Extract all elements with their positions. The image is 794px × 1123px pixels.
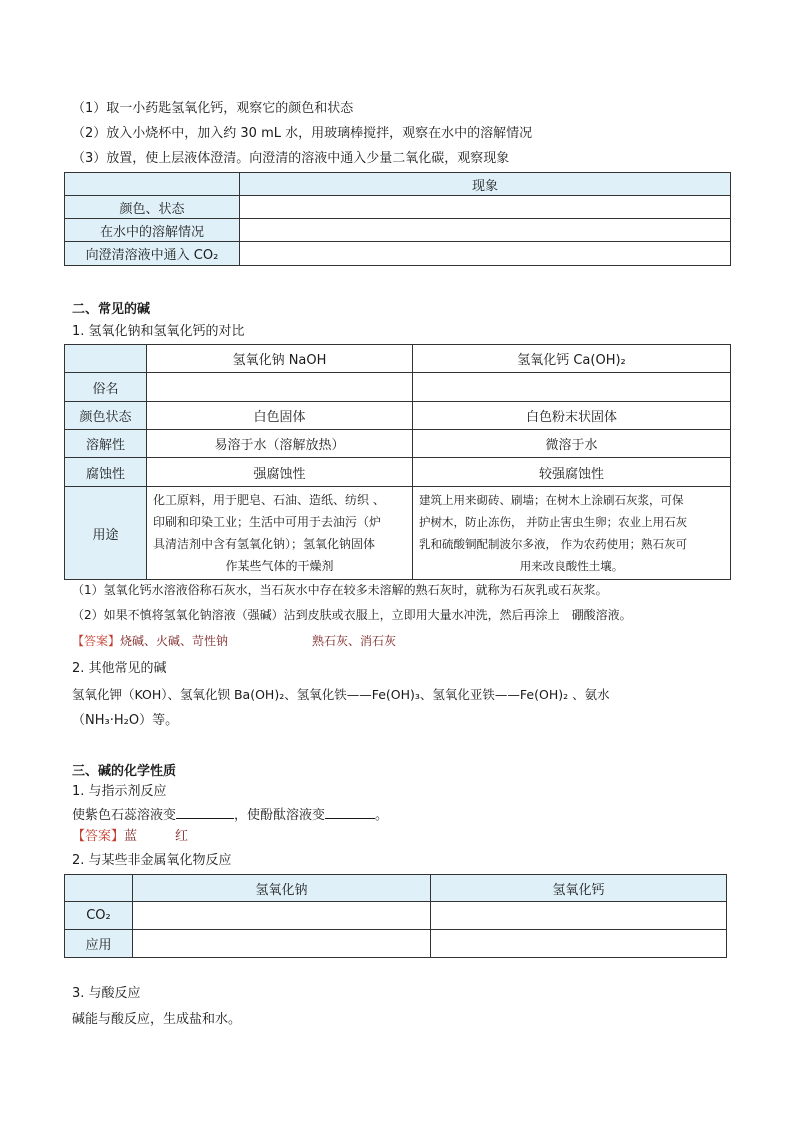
answer-phenolphthalein-color: 红 [175,829,189,844]
caoh-use-line: 护树木，防止冻伤， 并防止害虫生卵；农业上用石灰 [419,515,688,529]
observation-row-label: 颜色、状态 [65,196,240,219]
section-3-sub3: 3. 与酸反应 [72,986,141,1001]
observation-row-label: 在水中的溶解情况 [65,219,240,242]
oxide-header-blank [65,875,133,902]
observation-answer-cell[interactable] [240,219,731,242]
observation-answer-cell[interactable] [240,242,731,266]
compare-header-blank [65,345,147,373]
naoh-common-name-cell[interactable] [147,373,413,402]
naoh-application-cell[interactable] [133,930,431,958]
step-2: （2）放入小烧杯中，加入约 30 mL 水，用玻璃棒搅拌，观察在水中的溶解情况 [72,126,533,141]
oxide-header-naoh: 氢氧化钠 [133,875,431,902]
note-2: （2）如果不慎将氢氧化钠溶液（强碱）沾到皮肤或衣服上，立即用大量水冲洗，然后再涂上 硼酸溶液。 [72,608,632,622]
indicator-blank-2[interactable] [325,806,375,819]
section-2-sub2: 2. 其他常见的碱 [72,661,167,676]
answer-caoh-names: 熟石灰、消石灰 [312,634,397,648]
caoh-application-cell[interactable] [431,930,727,958]
caoh-use-line: 用来改良酸性土壤。 [519,559,624,573]
other-bases-line-1: 氢氧化钾（KOH）、氢氧化钡 Ba(OH)₂、氢氧化铁——Fe(OH)₃、氢氧化亚铁——Fe(OH)₂ 、氨水 [72,687,610,702]
observation-table [64,172,731,266]
naoh-use-line: 作某些气体的干燥剂 [225,559,334,573]
compare-row-label: 用途 [65,487,147,580]
caoh-co2-cell[interactable] [431,902,727,930]
naoh-corrosiveness: 强腐蚀性 [147,458,413,487]
note-1: （1）氢氧化钙水溶液俗称石灰水，当石灰水中存在较多未溶解的熟石灰时，就称为石灰乳或石灰浆。 [72,583,608,597]
compare-header-caoh: 氢氧化钙 Ca(OH)₂ [413,345,731,373]
naoh-use-line: 化工原料，用于肥皂、石油、造纸、纺织 、 [153,493,385,507]
step-1: （1）取一小药匙氢氧化钙，观察它的颜色和状态 [72,101,354,116]
compare-row-label: 颜色状态 [65,402,147,430]
indicator-text-b: ，使酚酞溶液变 [234,808,326,823]
oxide-header-caoh: 氢氧化钙 [431,875,727,902]
indicator-sentence [72,806,388,825]
compare-row-label: 溶解性 [65,430,147,458]
observation-header-phenomenon: 现象 [240,173,731,196]
caoh-color-state: 白色粉末状固体 [413,402,731,430]
observation-header-blank [65,173,240,196]
caoh-use-line: 乳和硫酸铜配制波尔多液， 作为农药使用；熟石灰可 [419,537,688,551]
compare-header-naoh: 氢氧化钠 NaOH [147,345,413,373]
section-3-sub2: 2. 与某些非金属氧化物反应 [72,853,232,868]
answer-tag: 【答案】 [72,829,125,844]
acid-reaction-line: 碱能与酸反应，生成盐和水。 [72,1012,242,1027]
compare-table [64,344,731,580]
section-2-title: 二、常见的碱 [72,302,151,317]
other-bases-line-2: （NH₃·H₂O）等。 [72,713,179,728]
indicator-blank-1[interactable] [176,806,234,819]
section-2-sub1: 1. 氢氧化钠和氢氧化钙的对比 [72,324,245,339]
compare-row-label: 腐蚀性 [65,458,147,487]
naoh-solubility: 易溶于水（溶解放热） [147,430,413,458]
answer-naoh-names: 烧碱、火碱、苛性钠 [120,634,229,648]
caoh-uses [413,487,731,580]
step-3: （3）放置，使上层液体澄清。向澄清的溶液中通入少量二氧化碳，观察现象 [72,151,510,166]
observation-row-label: 向澄清溶液中通入 CO₂ [65,242,240,266]
section-3-title: 三、碱的化学性质 [72,764,177,779]
oxide-table [64,874,727,958]
answer-2 [72,828,189,846]
naoh-use-line: 具清洁剂中含有氢氧化钠）；氢氧化钠固体 [153,537,376,551]
answer-litmus-color: 蓝 [124,829,138,844]
caoh-corrosiveness: 较强腐蚀性 [413,458,731,487]
compare-row-label: 俗名 [65,373,147,402]
answer-1 [72,633,397,650]
naoh-co2-cell[interactable] [133,902,431,930]
indicator-text-c: 。 [375,808,389,823]
naoh-uses [147,487,413,580]
naoh-color-state: 白色固体 [147,402,413,430]
caoh-solubility: 微溶于水 [413,430,731,458]
oxide-row-label: 应用 [65,930,133,958]
naoh-use-line: 印刷和印染工业；生活中可用于去油污（炉 [153,515,382,529]
oxide-row-label: CO₂ [65,902,133,930]
observation-answer-cell[interactable] [240,196,731,219]
caoh-common-name-cell[interactable] [413,373,731,402]
caoh-use-line: 建筑上用来砌砖、刷墙；在树木上涂刷石灰浆，可保 [419,493,684,507]
answer-tag: 【答案】 [72,634,121,648]
indicator-text-a: 使紫色石蕊溶液变 [72,808,177,823]
section-3-sub1: 1. 与指示剂反应 [72,784,167,799]
